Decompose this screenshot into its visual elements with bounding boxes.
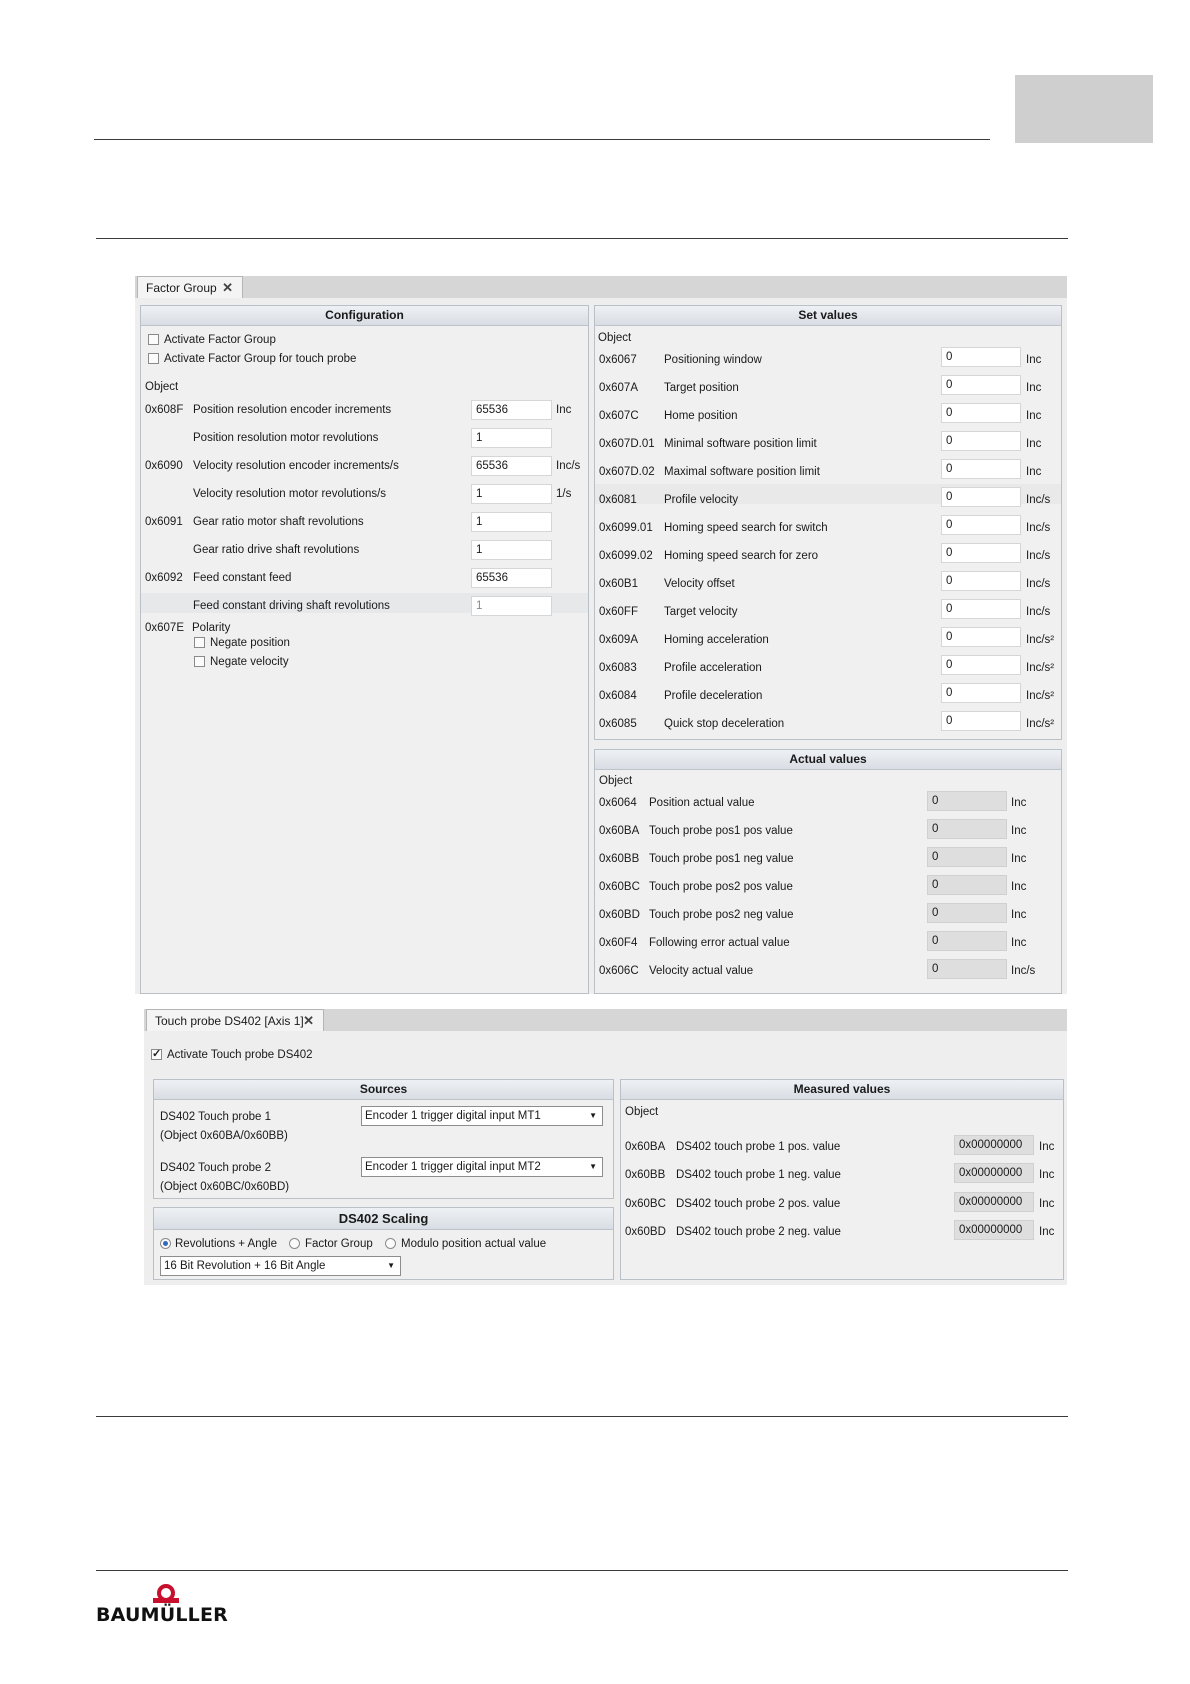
param-label: Touch probe pos1 pos value: [649, 825, 793, 837]
baumuller-logo: [96, 1584, 241, 1626]
readonly-value: 0: [927, 875, 1007, 895]
unit-label: Inc/s²: [1026, 634, 1055, 646]
object-id: 0x60BC: [625, 1198, 666, 1210]
probe2-source-select[interactable]: [361, 1157, 603, 1177]
configuration-panel: [140, 305, 589, 994]
object-id: 0x6090: [145, 460, 183, 472]
object-header: Object: [598, 332, 632, 344]
unit-label: Inc/s²: [1026, 662, 1055, 674]
negate-position-label: Negate position: [210, 637, 290, 649]
unit-label: Inc: [1011, 825, 1027, 837]
activate-factor-group-touch-label: Activate Factor Group for touch probe: [164, 353, 357, 365]
param-label: Target position: [664, 382, 739, 394]
param-label: Position actual value: [649, 797, 755, 809]
measured-values-title: Measured values: [621, 1080, 1063, 1100]
close-icon[interactable]: ✕: [222, 280, 233, 295]
unit-label: Inc/s: [1026, 494, 1051, 506]
param-input[interactable]: 0: [941, 571, 1021, 591]
scaling-format-value: 16 Bit Revolution + 16 Bit Angle: [164, 1260, 326, 1272]
activate-touch-probe-checkbox[interactable]: [151, 1049, 162, 1060]
param-label: Touch probe pos2 neg value: [649, 909, 794, 921]
param-input[interactable]: 0: [941, 487, 1021, 507]
param-label: DS402 touch probe 2 pos. value: [676, 1198, 841, 1210]
param-label: Target velocity: [664, 606, 738, 618]
object-id: 0x6067: [599, 354, 637, 366]
readonly-value: 0x00000000: [954, 1135, 1034, 1155]
param-input[interactable]: 0: [941, 627, 1021, 647]
object-id: 0x6084: [599, 690, 637, 702]
param-input[interactable]: 65536: [471, 568, 552, 588]
object-id: 0x60BA: [625, 1141, 666, 1153]
param-input[interactable]: 0: [941, 711, 1021, 731]
param-label: Touch probe pos1 neg value: [649, 853, 794, 865]
tab-touch-probe[interactable]: [146, 1009, 324, 1031]
figure-bottom-rule: [96, 1416, 1068, 1417]
object-id: 0x607C: [599, 410, 639, 422]
measured-values-panel: [620, 1079, 1064, 1280]
param-input[interactable]: 0: [941, 515, 1021, 535]
unit-label: Inc: [1011, 853, 1027, 865]
readonly-value: 0: [927, 791, 1007, 811]
unit-label: Inc/s: [1026, 578, 1051, 590]
unit-label: Inc: [1039, 1141, 1055, 1153]
polarity-object-id: 0x607E: [145, 622, 185, 634]
radio-factor-group-label: Factor Group: [305, 1238, 373, 1250]
figure-top-rule: [96, 238, 1068, 239]
readonly-value: 0: [927, 903, 1007, 923]
radio-modulo-position-label: Modulo position actual value: [401, 1238, 547, 1250]
unit-label: Inc/s²: [1026, 718, 1055, 730]
param-input[interactable]: 0: [941, 599, 1021, 619]
activate-factor-group-checkbox[interactable]: [148, 334, 159, 345]
object-id: 0x608F: [145, 404, 184, 416]
param-label: Position resolution encoder increments: [193, 404, 392, 416]
param-label: Minimal software position limit: [664, 438, 817, 450]
chevron-down-icon: ▼: [387, 1261, 395, 1270]
header-rule: [94, 139, 990, 140]
object-id: 0x60BB: [599, 853, 640, 865]
unit-label: Inc: [1039, 1198, 1055, 1210]
param-label: Velocity actual value: [649, 965, 754, 977]
object-id: 0x606C: [599, 965, 639, 977]
set-values-panel: [594, 305, 1062, 740]
object-id: 0x60F4: [599, 937, 638, 949]
object-header: Object: [599, 775, 633, 787]
activate-touch-probe-label: Activate Touch probe DS402: [167, 1049, 313, 1061]
touch-probe-tabstrip: [144, 1009, 1067, 1032]
object-id: 0x607D.01: [599, 438, 655, 450]
object-id: 0x60BD: [625, 1226, 666, 1238]
object-id: 0x60B1: [599, 578, 639, 590]
param-label: DS402 touch probe 2 neg. value: [676, 1226, 841, 1238]
activate-factor-group-touch-checkbox[interactable]: [148, 353, 159, 364]
param-input[interactable]: 1: [471, 596, 552, 616]
object-id: 0x6081: [599, 494, 637, 506]
probe1-source-select[interactable]: [361, 1106, 603, 1126]
chapter-marker: [1015, 75, 1153, 143]
negate-velocity-checkbox[interactable]: [194, 656, 205, 667]
object-id: 0x60FF: [599, 606, 638, 618]
param-label: Following error actual value: [649, 937, 790, 949]
sources-title: Sources: [154, 1080, 613, 1100]
object-header: Object: [625, 1106, 659, 1118]
actual-values-title: Actual values: [595, 750, 1061, 770]
param-input[interactable]: 0: [941, 375, 1021, 395]
actual-values-panel: [594, 749, 1062, 994]
readonly-value: 0: [927, 931, 1007, 951]
param-label: Velocity resolution motor revolutions/s: [193, 488, 387, 500]
negate-velocity-label: Negate velocity: [210, 656, 289, 668]
param-input[interactable]: 0: [941, 683, 1021, 703]
sources-panel: [153, 1079, 614, 1199]
unit-label: Inc: [1039, 1226, 1055, 1238]
param-label: Feed constant feed: [193, 572, 292, 584]
param-label: Home position: [664, 410, 738, 422]
readonly-value: 0x00000000: [954, 1163, 1034, 1183]
tab-touch-probe-label: Touch probe DS402 [Axis 1]: [155, 1014, 304, 1028]
object-header: Object: [145, 381, 179, 393]
param-label: Positioning window: [664, 354, 762, 366]
tab-factor-group[interactable]: [137, 276, 243, 298]
object-id: 0x60BA: [599, 825, 640, 837]
param-input[interactable]: 0: [941, 655, 1021, 675]
object-id: 0x6064: [599, 797, 637, 809]
param-input[interactable]: 0: [941, 403, 1021, 423]
param-label: Maximal software position limit: [664, 466, 820, 478]
probe2-object-label: (Object 0x60BC/0x60BD): [160, 1181, 290, 1193]
param-label: Profile deceleration: [664, 690, 763, 702]
unit-label: 1/s: [556, 488, 572, 500]
unit-label: Inc: [1039, 1169, 1055, 1181]
param-label: Homing speed search for switch: [664, 522, 828, 534]
param-label: Quick stop deceleration: [664, 718, 785, 730]
param-label: DS402 touch probe 1 pos. value: [676, 1141, 841, 1153]
param-input[interactable]: 65536: [471, 456, 552, 476]
configuration-title: Configuration: [141, 306, 588, 326]
factor-group-tabstrip: [135, 276, 1067, 299]
param-label: Homing speed search for zero: [664, 550, 819, 562]
unit-label: Inc/s: [1026, 550, 1051, 562]
param-input[interactable]: 0: [941, 431, 1021, 451]
param-label: Gear ratio drive shaft revolutions: [193, 544, 360, 556]
chevron-down-icon: ▼: [589, 1162, 597, 1171]
polarity-label: Polarity: [192, 622, 231, 634]
param-input[interactable]: 1: [471, 428, 552, 448]
object-id: 0x60BD: [599, 909, 640, 921]
unit-label: Inc/s: [1026, 522, 1051, 534]
object-id: 0x6092: [145, 572, 183, 584]
unit-label: Inc: [1011, 909, 1027, 921]
readonly-value: 0: [927, 819, 1007, 839]
unit-label: Inc: [1011, 881, 1027, 893]
object-id: 0x609A: [599, 634, 639, 646]
readonly-value: 0x00000000: [954, 1192, 1034, 1212]
chevron-down-icon: ▼: [589, 1111, 597, 1120]
tab-factor-group-label: Factor Group: [146, 281, 217, 295]
param-label: Velocity resolution encoder increments/s: [193, 460, 399, 472]
unit-label: Inc/s: [556, 460, 581, 472]
unit-label: Inc: [1026, 466, 1042, 478]
unit-label: Inc/s²: [1026, 690, 1055, 702]
param-input[interactable]: 1: [471, 512, 552, 532]
param-label: Profile acceleration: [664, 662, 762, 674]
unit-label: Inc: [1026, 410, 1042, 422]
param-label: Gear ratio motor shaft revolutions: [193, 516, 364, 528]
object-id: 0x607D.02: [599, 466, 655, 478]
param-label: Homing acceleration: [664, 634, 769, 646]
logo-wordmark: BAUMÜLLER: [96, 1604, 228, 1626]
param-input[interactable]: 0: [941, 543, 1021, 563]
set-values-title: Set values: [595, 306, 1061, 326]
param-label: Touch probe pos2 pos value: [649, 881, 793, 893]
readonly-value: 0: [927, 959, 1007, 979]
param-input[interactable]: 0: [941, 459, 1021, 479]
probe1-object-label: (Object 0x60BA/0x60BB): [160, 1130, 288, 1142]
param-input[interactable]: 0: [941, 347, 1021, 367]
probe1-label: DS402 Touch probe 1: [160, 1111, 272, 1123]
object-id: 0x6099.01: [599, 522, 653, 534]
radio-factor-group[interactable]: [289, 1238, 300, 1249]
probe2-label: DS402 Touch probe 2: [160, 1162, 272, 1174]
probe1-source-value: Encoder 1 trigger digital input MT1: [365, 1110, 541, 1122]
probe2-source-value: Encoder 1 trigger digital input MT2: [365, 1161, 541, 1173]
object-id: 0x607A: [599, 382, 639, 394]
unit-label: Inc: [556, 404, 572, 416]
object-id: 0x6083: [599, 662, 637, 674]
radio-revolutions-angle[interactable]: [160, 1238, 171, 1249]
unit-label: Inc: [1026, 354, 1042, 366]
unit-label: Inc: [1026, 438, 1042, 450]
readonly-value: 0x00000000: [954, 1220, 1034, 1240]
param-label: Position resolution motor revolutions: [193, 432, 379, 444]
radio-revolutions-angle-label: Revolutions + Angle: [175, 1238, 277, 1250]
object-id: 0x6099.02: [599, 550, 653, 562]
param-input[interactable]: 65536: [471, 400, 552, 420]
radio-modulo-position[interactable]: [385, 1238, 396, 1249]
negate-position-checkbox[interactable]: [194, 637, 205, 648]
unit-label: Inc/s: [1026, 606, 1051, 618]
scaling-panel: [153, 1207, 614, 1280]
object-id: 0x60BB: [625, 1169, 666, 1181]
object-id: 0x6091: [145, 516, 183, 528]
object-id: 0x60BC: [599, 881, 640, 893]
param-label: Feed constant driving shaft revolutions: [193, 600, 390, 612]
unit-label: Inc: [1011, 797, 1027, 809]
param-input[interactable]: 1: [471, 540, 552, 560]
close-icon[interactable]: ✕: [303, 1013, 314, 1028]
object-id: 0x6085: [599, 718, 637, 730]
param-input[interactable]: 1: [471, 484, 552, 504]
param-label: Velocity offset: [664, 578, 735, 590]
param-label: Profile velocity: [664, 494, 739, 506]
unit-label: Inc: [1026, 382, 1042, 394]
unit-label: Inc/s: [1011, 965, 1036, 977]
unit-label: Inc: [1011, 937, 1027, 949]
footer-rule: [96, 1570, 1068, 1571]
param-label: DS402 touch probe 1 neg. value: [676, 1169, 841, 1181]
activate-factor-group-label: Activate Factor Group: [164, 334, 276, 346]
readonly-value: 0: [927, 847, 1007, 867]
scaling-format-select[interactable]: [160, 1256, 401, 1276]
scaling-title: DS402 Scaling: [154, 1208, 613, 1230]
